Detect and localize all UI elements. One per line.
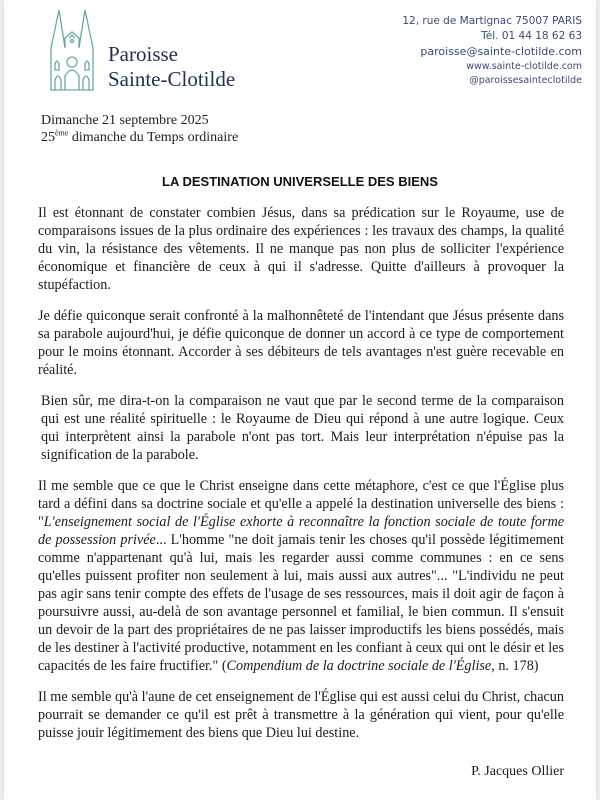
homily-body (38, 204, 564, 755)
paragraph-4-italic-quote: L'enseignement social de l'Église exhorte à reconnaître la fonction sociale de toute forme de possession privée (38, 514, 564, 548)
ordinal-number: 25 (41, 130, 55, 145)
paragraph-4-intro: Il me semble que ce que le Christ enseigne dans cette métaphore, c'est ce que l'Église plus tard a défini dans sa doctrine sociale et qu'elle a appelé la destination universelle des biens : " (38, 478, 564, 530)
liturgical-day-rest: dimanche du Temps ordinaire (68, 130, 239, 145)
paragraph-2: Je défie quiconque serait confronté à la malhonnêteté de l'intendant que Jésus présente dans sa parabole aujourd'hui, je défie quiconque de donner un accord à ce type de comportement pour le moins étonnant. Accorder à ses débiteurs de tels avantages n'est guère recevable en réalité. (38, 308, 564, 378)
phone: Tél. 01 44 18 62 63 (481, 30, 582, 42)
paragraph-3: Bien sûr, me dira-t-on la comparaison ne vaut que par le second terme de la comparaison qui est une réalité spirituelle : le Royaume de Dieu qui répond à une autre logique. Ceux qui interprètent ainsi la parabole n'ont pas tort. Mais leur interprétation n'épuise pas la signification de la parabole. (41, 393, 564, 463)
brand-line-2: Sainte-Clotilde (108, 67, 236, 91)
date-line: Dimanche 21 septembre 2025 (41, 113, 209, 128)
address: 12, rue de Martignac 75007 PARIS (402, 15, 582, 27)
liturgical-day (41, 129, 238, 146)
ordinal-suffix: ème (55, 128, 69, 138)
paragraph-4-end: , n. 178) (491, 658, 539, 674)
contact-block (402, 14, 582, 88)
parish-name (108, 42, 235, 92)
signature: P. Jacques Ollier (471, 764, 564, 779)
date-block (41, 112, 238, 146)
document-page (4, 0, 596, 800)
brand-line-1: Paroisse (108, 42, 178, 66)
social-handle[interactable]: @paroissesainteclotilde (469, 75, 582, 86)
church-icon (49, 8, 95, 92)
paragraph-1: Il est étonnant de constater combien Jésus, dans sa prédication sur le Royaume, use de comparaisons issues de la plus ordinaire des expériences : les travaux des champs, la qualité du vin, la résistance des vêtements. Il ne manque pas non plus de solliciter l'expérience économique et financière de ceux à qui il s'adresse. Quitte d'ailleurs à provoquer la stupéfaction. (38, 205, 564, 293)
paragraph-4 (38, 477, 564, 675)
email-link[interactable]: paroisse@sainte-clotilde.com (420, 45, 582, 58)
homily-title: LA DESTINATION UNIVERSELLE DES BIENS (162, 174, 438, 189)
paragraph-5: Il me semble qu'à l'aune de cet enseignement de l'Église qui est aussi celui du Christ, chacun pourrait se demander ce qu'il est prêt à transmettre à la génération qui vient, pour qu'elle puisse jouir légitimement des biens que Dieu lui destine. (38, 689, 564, 741)
paragraph-4-middle: ... L'homme "ne doit jamais tenir les choses qu'il possède légitimement comme n'appartenant qu'à lui, mais les regarder aussi comme communes : en ce sens qu'elles puissent profiter non seulement à lui, mais aussi aux autres"... "L'individu ne peut pas agir sans tenir compte des effets de l'usage de ses ressources, mais il doit agir de façon à poursuivre aussi, au-delà de son avantage personnel et familial, le bien commun. Il s'ensuit un devoir de la part des propriétaires de ne pas laisser improductifs les biens possédés, mais de les destiner à l'activité productive, notamment en les confiant à ceux qui ont le désir et les capacités de les faire fructifier." ( (38, 532, 564, 674)
paragraph-4-source: Compendium de la doctrine sociale de l'Église (226, 658, 492, 674)
website-link[interactable]: www.sainte-clotilde.com (466, 61, 582, 72)
